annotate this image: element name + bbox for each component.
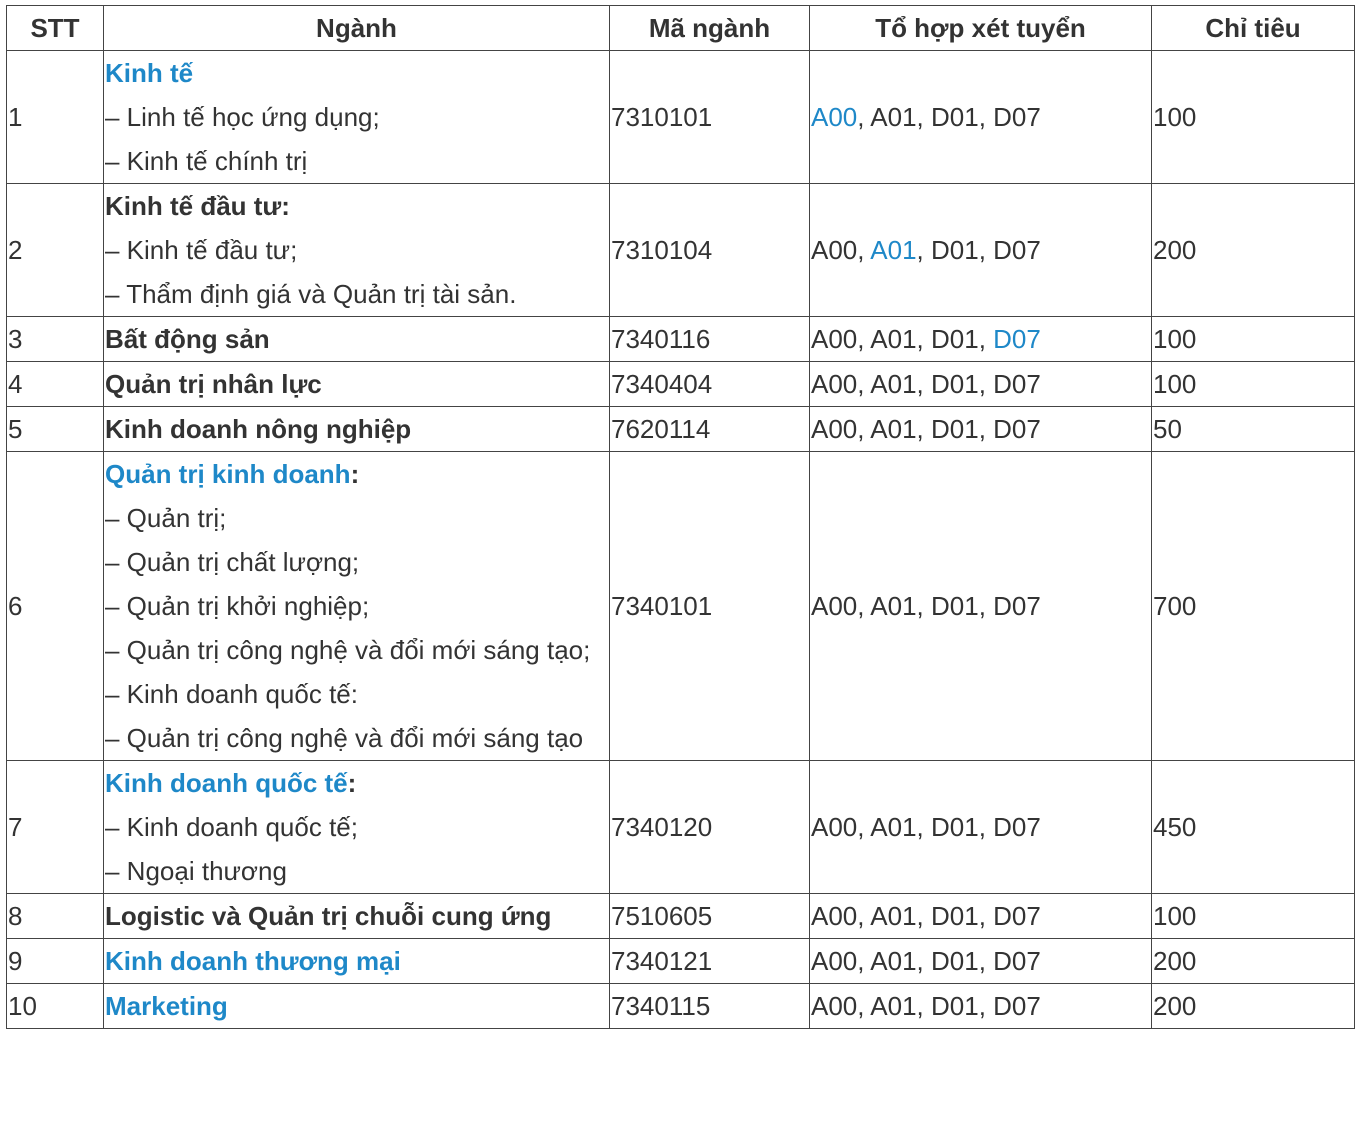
cell-major: [104, 51, 610, 184]
sub-major-line: – Quản trị công nghệ và đổi mới sáng tạo;: [105, 635, 591, 665]
cell-major: [104, 761, 610, 894]
cell-combination: A00, A01, D01, D07: [810, 984, 1152, 1029]
cell-quota: 200: [1152, 184, 1355, 317]
cell-stt: 4: [7, 362, 104, 407]
table-row: [7, 894, 1355, 939]
combination-code: D01: [931, 901, 979, 931]
table-row: [7, 184, 1355, 317]
header-quota: Chỉ tiêu: [1152, 6, 1355, 51]
major-link[interactable]: Kinh doanh thương mại: [105, 946, 401, 976]
combination-code: D07: [993, 369, 1041, 399]
combination-code: A01: [870, 369, 917, 399]
major-link[interactable]: Marketing: [105, 991, 228, 1021]
cell-combination: A00, A01, D01, D07: [810, 452, 1152, 761]
cell-quota: 450: [1152, 761, 1355, 894]
combination-code: D01: [931, 591, 979, 621]
cell-quota: 700: [1152, 452, 1355, 761]
sub-major-line: – Kinh tế chính trị: [105, 146, 308, 176]
combination-code: A01: [870, 946, 917, 976]
sub-major-line: – Linh tế học ứng dụng;: [105, 102, 380, 132]
cell-code: 7620114: [610, 407, 810, 452]
header-row: [7, 6, 1355, 51]
cell-stt: 10: [7, 984, 104, 1029]
cell-stt: 9: [7, 939, 104, 984]
admission-table: [6, 5, 1355, 1029]
cell-stt: 7: [7, 761, 104, 894]
cell-combination: A00, A01, D01, D07: [810, 894, 1152, 939]
cell-stt: 5: [7, 407, 104, 452]
major-title: Kinh tế đầu tư:: [105, 191, 290, 221]
table-row: [7, 939, 1355, 984]
table-row: [7, 761, 1355, 894]
cell-major: [104, 362, 610, 407]
cell-stt: 2: [7, 184, 104, 317]
cell-stt: 6: [7, 452, 104, 761]
cell-major: [104, 407, 610, 452]
combination-code: A00: [811, 812, 858, 842]
sub-major-line: – Kinh tế đầu tư;: [105, 235, 298, 265]
combination-code: D07: [993, 414, 1041, 444]
title-suffix: :: [347, 768, 357, 798]
major-title: Kinh doanh nông nghiệp: [105, 414, 412, 444]
combination-code: A01: [870, 991, 917, 1021]
combination-code: D01: [931, 414, 979, 444]
major-link[interactable]: Kinh tế: [105, 58, 194, 88]
combination-code: D07: [993, 235, 1041, 265]
combination-code: A00: [811, 991, 858, 1021]
cell-combination: A00, A01, D01, D07: [810, 51, 1152, 184]
header-major: Ngành: [104, 6, 610, 51]
major-title: Bất động sản: [105, 324, 270, 354]
combination-code: A01: [870, 414, 917, 444]
major-title: Quản trị nhân lực: [105, 369, 322, 399]
combination-code: A00: [811, 235, 858, 265]
cell-combination: A00, A01, D01, D07: [810, 407, 1152, 452]
combination-code: A01: [870, 102, 917, 132]
combination-code: D01: [931, 991, 979, 1021]
cell-code: 7510605: [610, 894, 810, 939]
combination-code: D07: [993, 591, 1041, 621]
sub-major-line: – Quản trị chất lượng;: [105, 547, 360, 577]
combination-code: D01: [931, 946, 979, 976]
cell-major: [104, 452, 610, 761]
cell-major: [104, 984, 610, 1029]
sub-major-line: – Quản trị;: [105, 503, 227, 533]
table-row: [7, 407, 1355, 452]
major-link[interactable]: Kinh doanh quốc tế: [105, 768, 348, 798]
cell-code: 7310104: [610, 184, 810, 317]
sub-major-line: – Kinh doanh quốc tế;: [105, 812, 358, 842]
combination-code: A00: [811, 946, 858, 976]
table-row: [7, 51, 1355, 184]
cell-combination: A00, A01, D01, D07: [810, 362, 1152, 407]
sub-major-line: – Thẩm định giá và Quản trị tài sản.: [105, 279, 517, 309]
cell-stt: 3: [7, 317, 104, 362]
cell-major: [104, 184, 610, 317]
cell-code: 7340115: [610, 984, 810, 1029]
cell-combination: A00, A01, D01, D07: [810, 761, 1152, 894]
combination-code: A00: [811, 414, 858, 444]
combination-code: D07: [993, 102, 1041, 132]
combination-code: A01: [870, 812, 917, 842]
combination-code: A01: [870, 591, 917, 621]
combination-code: D01: [931, 324, 979, 354]
sub-major-line: – Ngoại thương: [105, 856, 287, 886]
cell-major: [104, 939, 610, 984]
cell-quota: 200: [1152, 939, 1355, 984]
cell-code: 7340101: [610, 452, 810, 761]
cell-code: 7340120: [610, 761, 810, 894]
cell-combination: A00, A01, D01, D07: [810, 317, 1152, 362]
cell-quota: 50: [1152, 407, 1355, 452]
cell-quota: 200: [1152, 984, 1355, 1029]
table-row: [7, 362, 1355, 407]
combination-code: D07: [993, 946, 1041, 976]
cell-quota: 100: [1152, 317, 1355, 362]
table-row: [7, 452, 1355, 761]
combination-code: D01: [931, 102, 979, 132]
cell-code: 7310101: [610, 51, 810, 184]
sub-major-line: – Quản trị khởi nghiệp;: [105, 591, 370, 621]
cell-combination: A00, A01, D01, D07: [810, 939, 1152, 984]
major-link[interactable]: Quản trị kinh doanh: [105, 459, 351, 489]
major-title: Logistic và Quản trị chuỗi cung ứng: [105, 901, 552, 931]
cell-code: 7340404: [610, 362, 810, 407]
combination-code: D01: [931, 812, 979, 842]
cell-code: 7340116: [610, 317, 810, 362]
combination-code: A00: [811, 369, 858, 399]
cell-quota: 100: [1152, 362, 1355, 407]
header-combination: Tổ hợp xét tuyển: [810, 6, 1152, 51]
cell-quota: 100: [1152, 51, 1355, 184]
combination-link[interactable]: D07: [993, 324, 1041, 354]
header-code: Mã ngành: [610, 6, 810, 51]
sub-major-line: – Kinh doanh quốc tế:: [105, 679, 358, 709]
table-body: [7, 51, 1355, 1029]
table-row: [7, 984, 1355, 1029]
table-row: [7, 317, 1355, 362]
combination-code: A01: [870, 901, 917, 931]
combination-code: D01: [931, 235, 979, 265]
combination-code: D07: [993, 812, 1041, 842]
cell-stt: 1: [7, 51, 104, 184]
cell-combination: A00, A01, D01, D07: [810, 184, 1152, 317]
header-stt: STT: [7, 6, 104, 51]
combination-link[interactable]: A00: [811, 102, 858, 132]
combination-code: D01: [931, 369, 979, 399]
sub-major-line: – Quản trị công nghệ và đổi mới sáng tạo: [105, 723, 584, 753]
cell-stt: 8: [7, 894, 104, 939]
cell-quota: 100: [1152, 894, 1355, 939]
combination-code: A00: [811, 901, 858, 931]
combination-code: A00: [811, 324, 858, 354]
combination-link[interactable]: A01: [870, 235, 917, 265]
cell-code: 7340121: [610, 939, 810, 984]
combination-code: A01: [870, 324, 917, 354]
title-suffix: :: [350, 459, 360, 489]
cell-major: [104, 317, 610, 362]
combination-code: D07: [993, 901, 1041, 931]
cell-major: [104, 894, 610, 939]
combination-code: D07: [993, 991, 1041, 1021]
combination-code: A00: [811, 591, 858, 621]
